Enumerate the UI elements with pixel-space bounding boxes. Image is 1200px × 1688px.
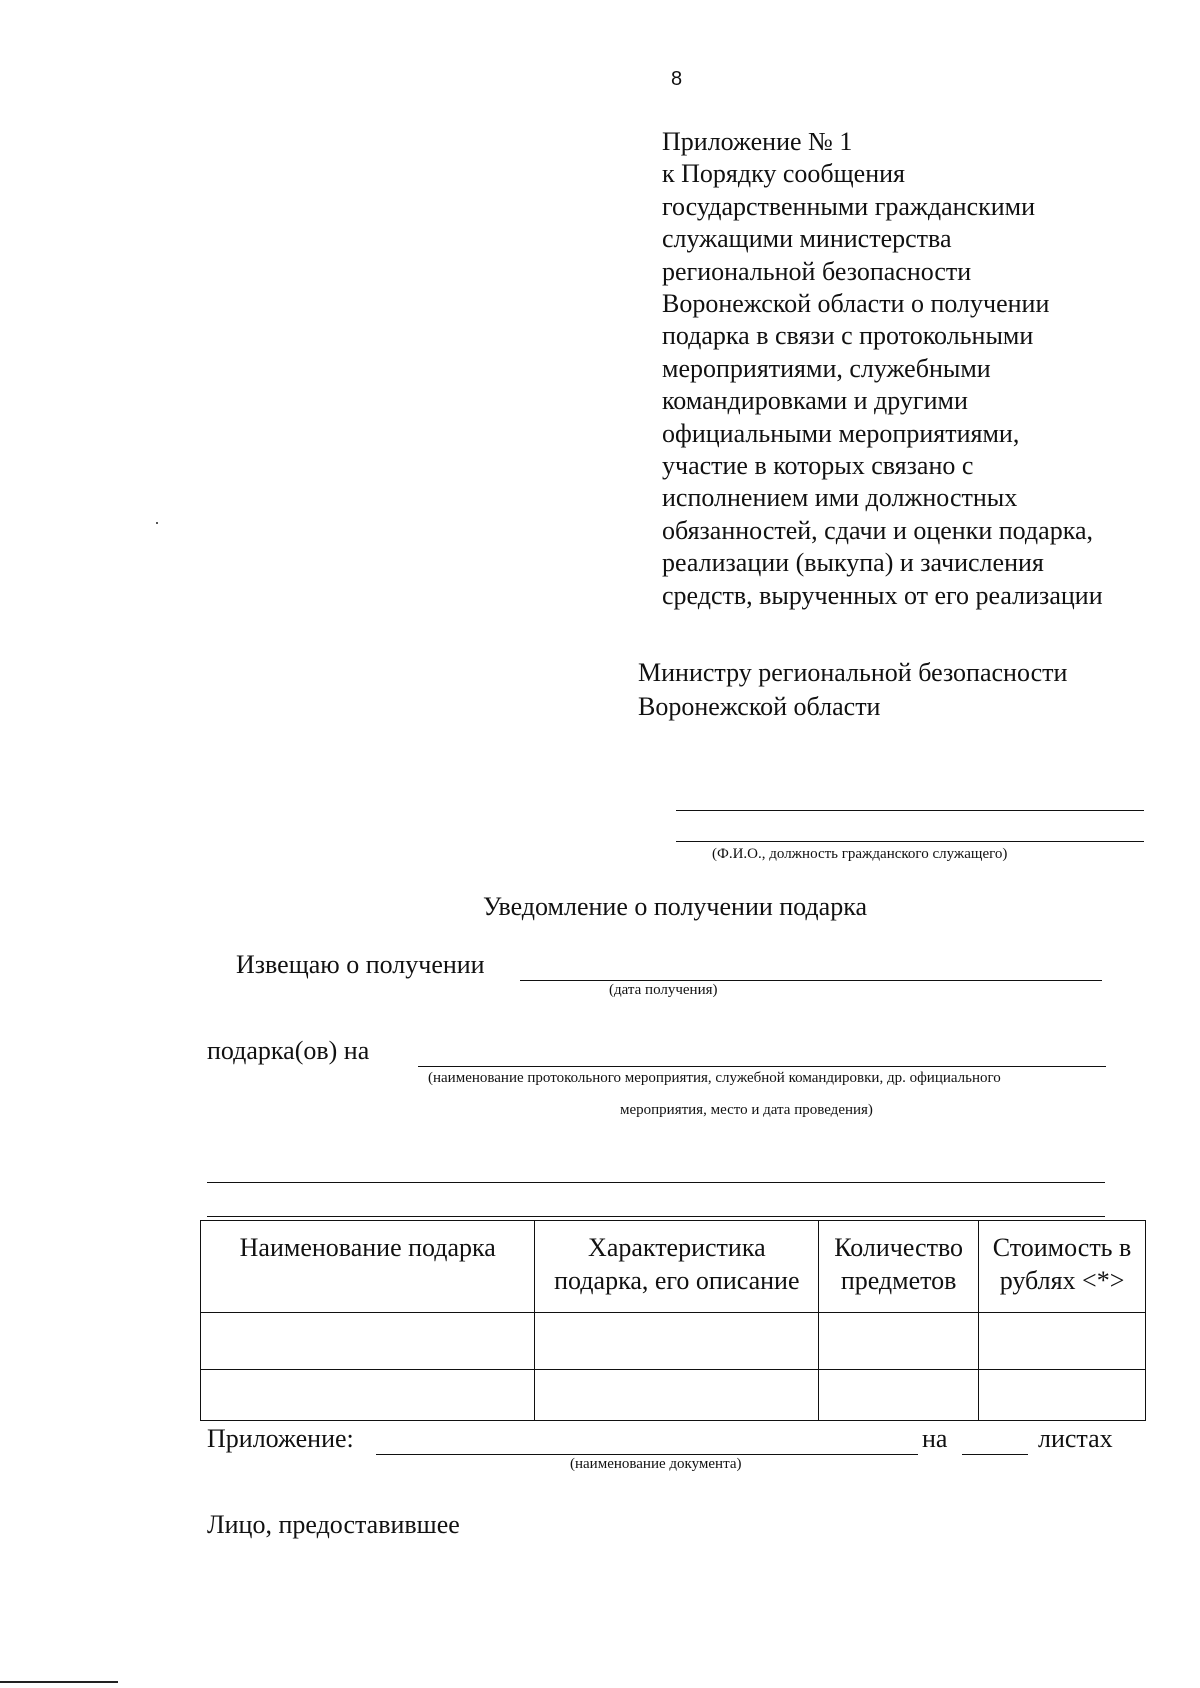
annex-line: участие в которых связано с [662, 451, 974, 481]
annex-line: Воронежской области о получении [662, 289, 1050, 319]
gifts-table [200, 1220, 1146, 1421]
event-caption-line-2: мероприятия, место и дата проведения) [620, 1102, 873, 1118]
annex-line: официальными мероприятиями, [662, 418, 1020, 448]
table-cell[interactable] [535, 1370, 819, 1421]
table-cell[interactable] [201, 1370, 535, 1421]
table-cell[interactable] [819, 1313, 979, 1370]
receipt-label: Извещаю о получении [236, 950, 485, 979]
annex-line: к Порядку сообщения [662, 159, 905, 189]
annex-line: обязанностей, сдачи и оценки подарка, [662, 515, 1093, 545]
notice-heading: Уведомление о получении подарка [483, 892, 867, 921]
annex-line: Приложение № 1 [662, 127, 853, 156]
sheets-count-blank[interactable] [962, 1454, 1028, 1455]
table-cell[interactable] [201, 1313, 535, 1370]
table-cell[interactable] [819, 1370, 979, 1421]
annex-line: командировками и другими [662, 386, 968, 416]
gift-label: подарка(ов) на [207, 1036, 370, 1065]
sheets-label: листах [1038, 1424, 1113, 1453]
annex-line: государственными гражданскими [662, 191, 1036, 221]
table-row [201, 1313, 1146, 1370]
header-quantity: Количество предметов [819, 1221, 979, 1313]
addressee-block [638, 656, 1067, 724]
fio-caption: (Ф.И.О., должность гражданского служащего) [712, 846, 1008, 862]
table-cell[interactable] [979, 1370, 1146, 1421]
scan-speck [156, 522, 158, 524]
table-row [201, 1370, 1146, 1421]
annex-block [662, 126, 1182, 612]
signer-label: Лицо, предоставившее [207, 1510, 460, 1539]
page-number: 8 [671, 68, 683, 90]
table-cell[interactable] [535, 1313, 819, 1370]
header-gift-description: Характеристика подарка, его описание [535, 1221, 819, 1313]
annex-line: мероприятиями, служебными [662, 353, 991, 383]
addressee-line-1: Министру региональной безопасности [638, 658, 1068, 687]
table-cell[interactable] [979, 1313, 1146, 1370]
event-caption-line-1: (наименование протокольного мероприятия, служебной командировки, др. официального [428, 1070, 1001, 1086]
fio-blank-line-2[interactable] [676, 841, 1144, 842]
annex-line: подарка в связи с протокольными [662, 321, 1034, 351]
fio-blank-line-1[interactable] [676, 810, 1144, 811]
receipt-date-caption: (дата получения) [609, 982, 718, 998]
annex-line: средств, вырученных от его реализации [662, 580, 1103, 610]
header-gift-name: Наименование подарка [201, 1221, 535, 1313]
receipt-date-blank[interactable] [520, 980, 1102, 981]
annex-line: исполнением ими должностных [662, 483, 1018, 513]
annex-line: служащими министерства [662, 224, 952, 254]
attachment-caption: (наименование документа) [570, 1456, 742, 1472]
event-blank[interactable] [418, 1066, 1106, 1067]
annex-line: реализации (выкупа) и зачисления [662, 548, 1044, 578]
annex-line: региональной безопасности [662, 256, 972, 286]
addressee-line-2: Воронежской области [638, 692, 881, 721]
attachment-blank[interactable] [376, 1454, 918, 1455]
attachment-on-label: на [922, 1424, 948, 1453]
event-extra-line-1[interactable] [207, 1182, 1105, 1183]
table-header-row [201, 1221, 1146, 1313]
header-cost: Стоимость в рублях <*> [979, 1221, 1146, 1313]
attachment-label: Приложение: [207, 1424, 354, 1453]
page-bottom-line [0, 1681, 118, 1683]
event-extra-line-2[interactable] [207, 1216, 1105, 1217]
